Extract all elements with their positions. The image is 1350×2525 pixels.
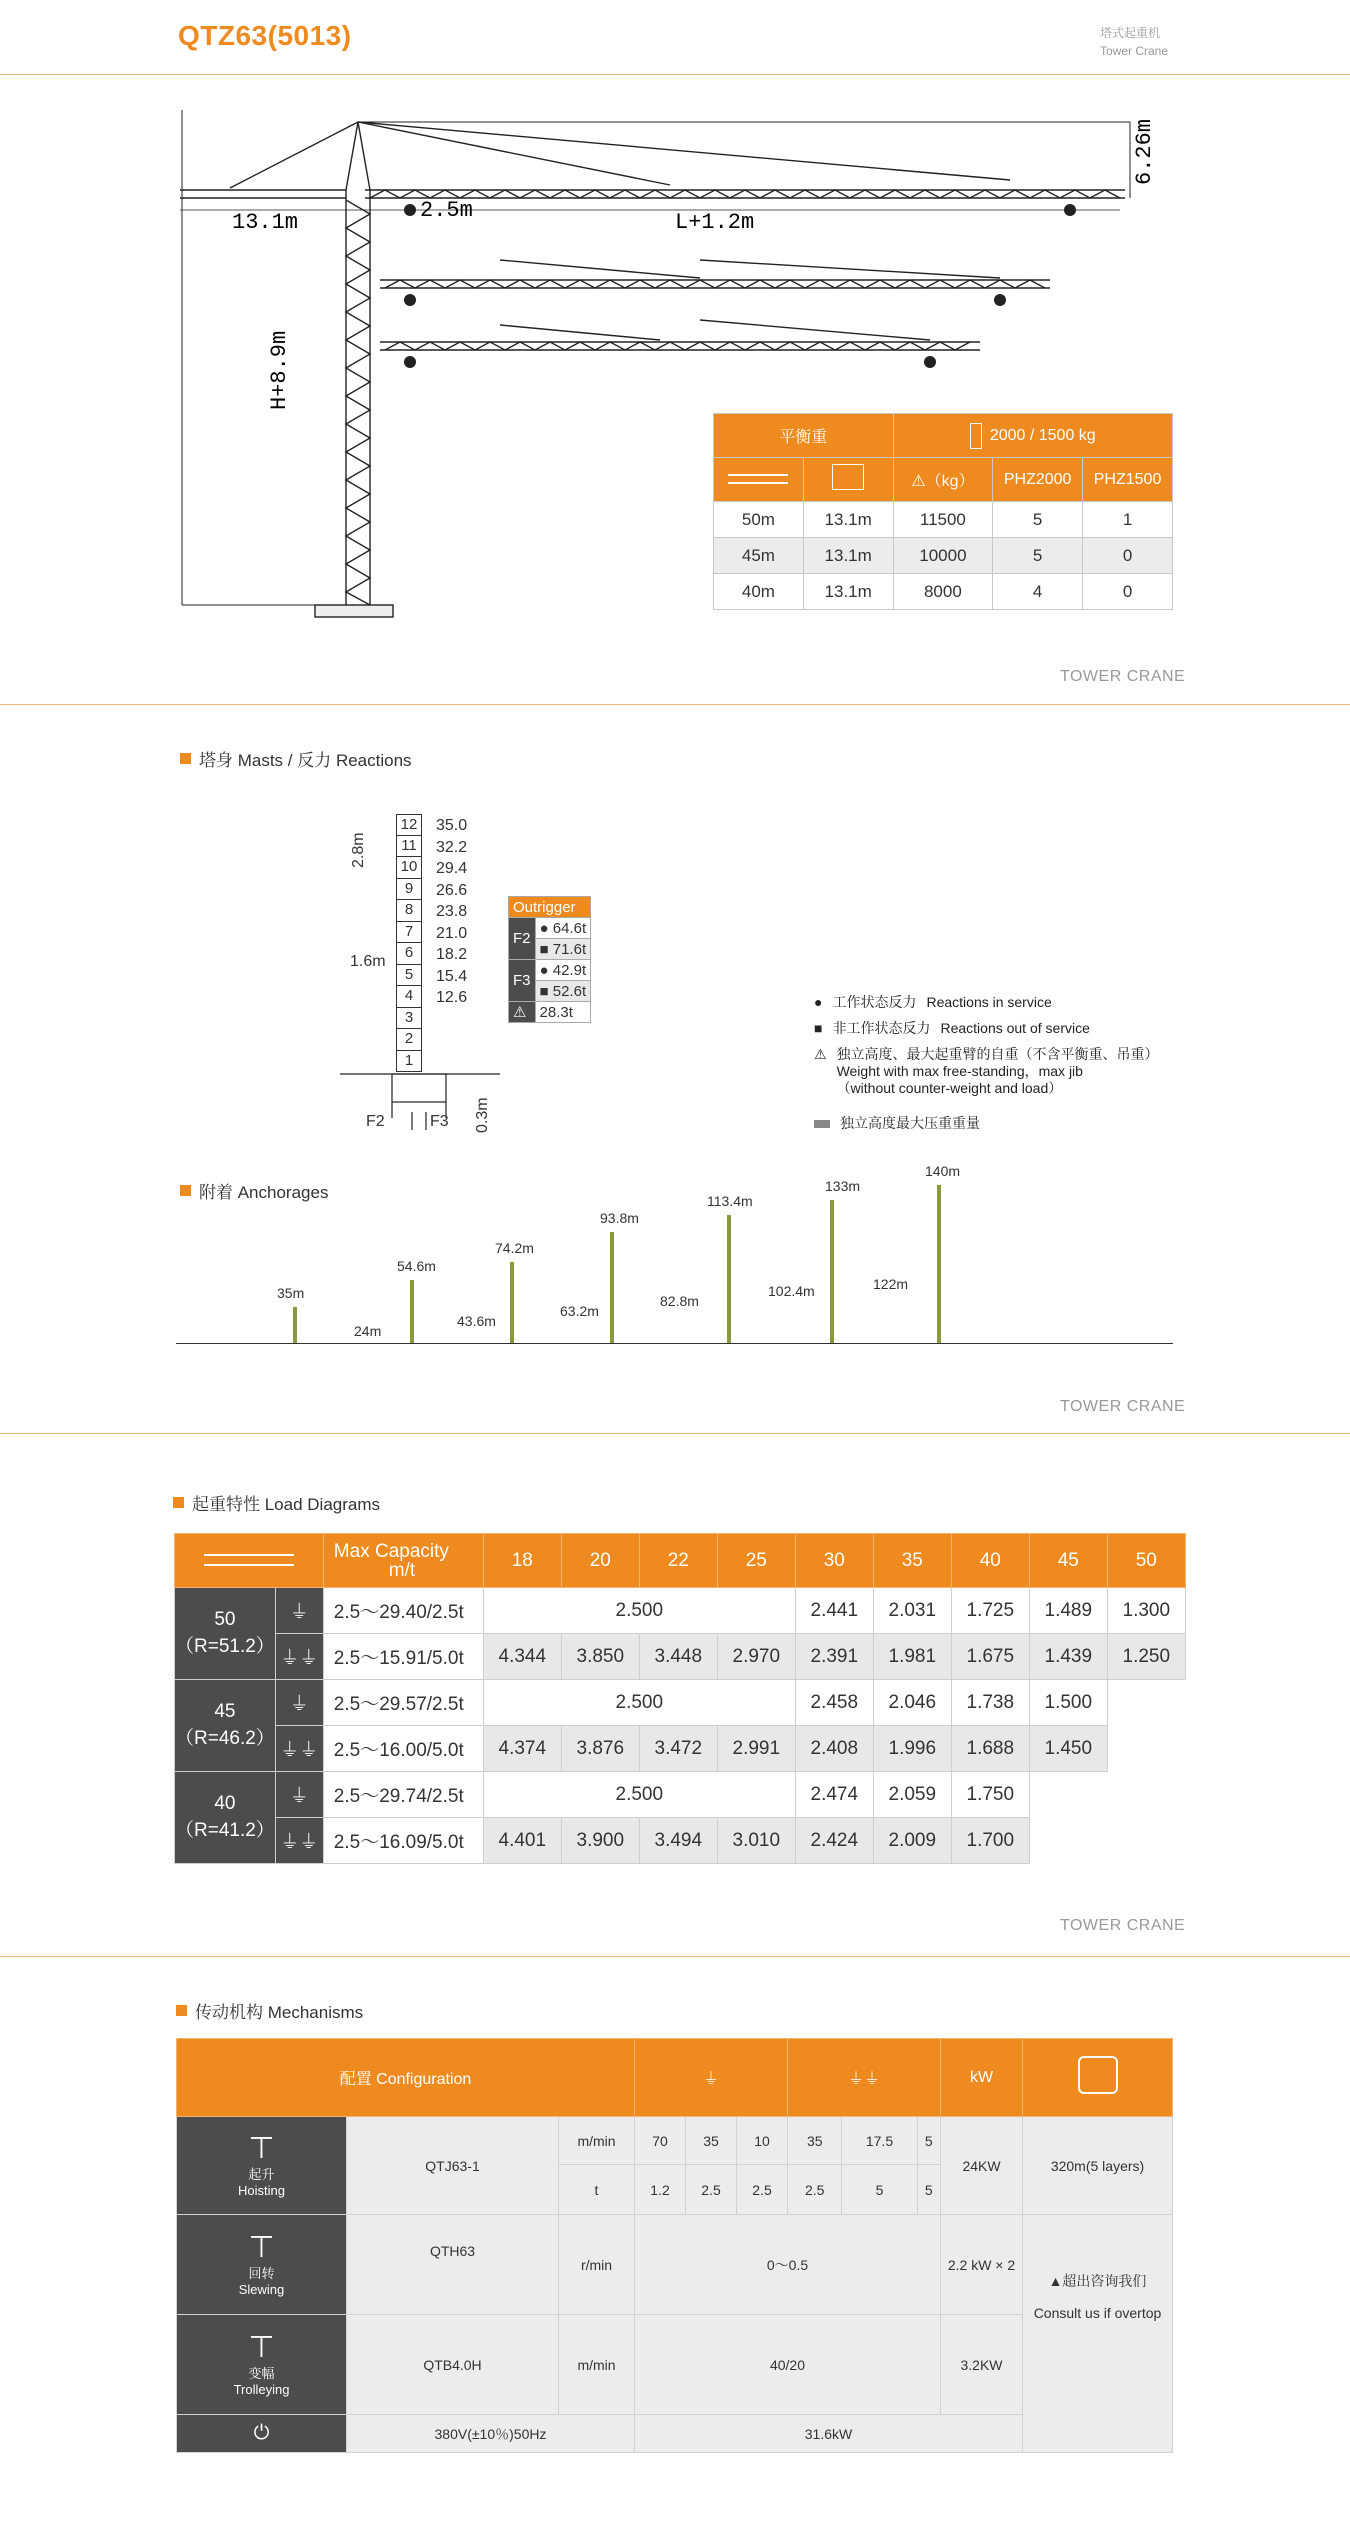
counterweight-cell: 50m bbox=[714, 502, 804, 538]
anchorage-height: 54.6m bbox=[397, 1258, 436, 1274]
counterweight-cell: 5 bbox=[993, 502, 1083, 538]
load-value: 2.441 bbox=[795, 1588, 873, 1634]
radius-header: 45 bbox=[1029, 1534, 1107, 1588]
hoisting-speed-2: 10 bbox=[737, 2117, 788, 2165]
hoisting-label: ⊤ 起升 Hoisting bbox=[177, 2117, 347, 2215]
hoisting-speed-5: 5 bbox=[917, 2117, 940, 2165]
counter-jib-icon bbox=[832, 464, 864, 490]
load-range: 2.5～15.91/5.0t bbox=[323, 1634, 483, 1680]
hoisting-load-2: 2.5 bbox=[737, 2165, 788, 2215]
counterweight-cell: 1 bbox=[1083, 502, 1173, 538]
mast-heights bbox=[436, 815, 467, 1009]
trolleying-unit: m/min bbox=[559, 2315, 635, 2415]
jib-length-dim: L+1.2m bbox=[675, 210, 755, 235]
anchorages-section-title: 附着 Anchorages bbox=[180, 1178, 328, 1203]
legend-in-service: ● 工作状态反力 Reactions in service bbox=[814, 994, 1052, 1010]
brand-footer-2: TOWER CRANE bbox=[1060, 1398, 1186, 1415]
load-row bbox=[175, 1726, 1186, 1772]
jib-icon bbox=[204, 1554, 294, 1566]
counterweight-cell: 13.1m bbox=[803, 538, 893, 574]
radius-header: 25 bbox=[717, 1534, 795, 1588]
anchorage-height: 113.4m bbox=[707, 1193, 753, 1209]
load-value: 2.408 bbox=[795, 1726, 873, 1772]
anchorage-gap: 102.4m bbox=[768, 1283, 815, 1299]
anchorage-height: 140m bbox=[925, 1163, 961, 1179]
trolleying-model: QTB4.0H bbox=[347, 2315, 559, 2415]
anchorage-gap: 43.6m bbox=[457, 1313, 496, 1329]
slewing-unit: r/min bbox=[559, 2215, 635, 2315]
f3-label: F3 bbox=[430, 1113, 449, 1130]
dim-1-6: 1.6m bbox=[350, 953, 386, 970]
load-value: 2.970 bbox=[717, 1634, 795, 1680]
page-title: QTZ63(5013) bbox=[178, 20, 352, 51]
anchorage-height: 93.8m bbox=[600, 1210, 639, 1226]
trolleying-kw: 3.2KW bbox=[941, 2315, 1023, 2415]
load-value: 1.738 bbox=[951, 1680, 1029, 1726]
single-hook-header bbox=[635, 2039, 788, 2117]
counter-jib-dim: 13.1m bbox=[232, 210, 299, 235]
double-hook-icon: ⏚⏚ bbox=[275, 1634, 323, 1680]
hoisting-load-unit: t bbox=[559, 2165, 635, 2215]
single-hook-icon: ⏚ bbox=[275, 1772, 323, 1818]
brand-footer-3: TOWER CRANE bbox=[1060, 1917, 1186, 1934]
mast-section: 5 bbox=[396, 965, 422, 987]
jib-icon bbox=[728, 474, 788, 484]
offset-dim: 2.5m bbox=[420, 198, 473, 223]
mechanisms-section-title: 传动机构 Mechanisms bbox=[176, 1998, 363, 2023]
radius-header: 35 bbox=[873, 1534, 951, 1588]
slewing-label: ⊤ 回转 Slewing bbox=[177, 2215, 347, 2315]
jib-radius: （R=41.2） bbox=[175, 1820, 275, 1841]
radius-header: 30 bbox=[795, 1534, 873, 1588]
mast-section: 6 bbox=[396, 943, 422, 965]
anchorage-gap: 122m bbox=[873, 1276, 909, 1292]
mast-section: 8 bbox=[396, 900, 422, 922]
load-value: 1.439 bbox=[1029, 1634, 1107, 1680]
reactions-legend bbox=[814, 994, 1234, 1132]
phz2000-header: PHZ2000 bbox=[993, 458, 1083, 502]
load-value: 4.401 bbox=[483, 1818, 561, 1864]
load-value: 3.876 bbox=[561, 1726, 639, 1772]
counterweight-cell: 8000 bbox=[893, 574, 993, 610]
load-value: 1.300 bbox=[1107, 1588, 1185, 1634]
load-span-value: 2.500 bbox=[483, 1772, 795, 1818]
counterweight-header: 平衡重 bbox=[714, 414, 894, 458]
outrigger-f3-in: ● 42.9t bbox=[535, 960, 591, 981]
outrigger-f2-in: ● 64.6t bbox=[535, 918, 591, 939]
counterweight-cell: 0 bbox=[1083, 538, 1173, 574]
counterweight-row bbox=[714, 574, 1173, 610]
anchorage-gap: 63.2m bbox=[560, 1303, 599, 1319]
hoisting-load-5: 5 bbox=[917, 2165, 940, 2215]
mast-height: 18.2 bbox=[436, 946, 468, 963]
load-value: 3.010 bbox=[717, 1818, 795, 1864]
load-value: 1.450 bbox=[1029, 1726, 1107, 1772]
load-value: 3.448 bbox=[639, 1634, 717, 1680]
legend-ballast: 独立高度最大压重重量 bbox=[814, 1115, 1234, 1132]
load-value: 1.489 bbox=[1029, 1588, 1107, 1634]
section-bullet bbox=[176, 2005, 187, 2016]
square-icon: ■ bbox=[814, 1020, 823, 1036]
jib-length: 50 bbox=[214, 1609, 236, 1630]
double-hook-icon: ⏚⏚ bbox=[848, 2071, 881, 2088]
load-value: 1.675 bbox=[951, 1634, 1029, 1680]
slewing-kw: 2.2 kW × 2 bbox=[941, 2215, 1023, 2315]
mast-height: 15.4 bbox=[436, 967, 468, 985]
counterweight-cell: 4 bbox=[993, 574, 1083, 610]
mast-section: 1 bbox=[396, 1051, 422, 1073]
mast-height: 23.8 bbox=[436, 903, 468, 920]
radius-header: 40 bbox=[951, 1534, 1029, 1588]
counterweight-cell: 45m bbox=[714, 538, 804, 574]
mast-section: 11 bbox=[396, 836, 422, 858]
counter-jib-icon-header bbox=[803, 458, 893, 502]
mast-section: 10 bbox=[396, 857, 422, 879]
mast-section: 2 bbox=[396, 1029, 422, 1051]
counterweight-cell: 5 bbox=[993, 538, 1083, 574]
jib-radius: （R=51.2） bbox=[175, 1636, 275, 1657]
blocks-header: 2000 / 1500 kg bbox=[893, 414, 1172, 458]
radius-header: 22 bbox=[639, 1534, 717, 1588]
single-hook-icon: ⏚ bbox=[275, 1680, 323, 1726]
mast-height: 21.0 bbox=[436, 924, 468, 942]
load-span-value: 2.500 bbox=[483, 1588, 795, 1634]
anchorage-mast bbox=[830, 1200, 834, 1343]
overtop-note: ▲超出咨询我们 Consult us if overtop bbox=[1023, 2215, 1173, 2453]
anchorage-height: 133m bbox=[825, 1178, 861, 1194]
anchorage-mast bbox=[293, 1307, 297, 1343]
jib-icon-header bbox=[714, 458, 804, 502]
trolleying-icon: ⊤ bbox=[248, 2330, 275, 2364]
jib-length-cell bbox=[175, 1680, 276, 1772]
single-hook-icon: ⏚ bbox=[275, 1588, 323, 1634]
load-value: 4.374 bbox=[483, 1726, 561, 1772]
load-value: 2.424 bbox=[795, 1818, 873, 1864]
plug-icon: ⏻ bbox=[253, 2422, 270, 2444]
load-section-title: 起重特性 Load Diagrams bbox=[173, 1490, 380, 1515]
kg-header: ⚠（kg） bbox=[893, 458, 993, 502]
drum-icon bbox=[1078, 2056, 1118, 2094]
anchorage-mast bbox=[727, 1215, 731, 1343]
jib-radius: （R=46.2） bbox=[175, 1728, 275, 1749]
hoisting-load-4: 5 bbox=[842, 2165, 917, 2215]
legend-weight: ⚠ 独立高度、最大起重臂的自重（不含平衡重、吊重） Weight with max free-standing，max jib （without counter-weight and load） bbox=[814, 1046, 1159, 1096]
load-value: 3.494 bbox=[639, 1818, 717, 1864]
trolleying-label: ⊤ 变幅 Trolleying bbox=[177, 2315, 347, 2415]
height-dim: H+8.9m bbox=[267, 330, 292, 410]
counterweight-cell: 13.1m bbox=[803, 502, 893, 538]
load-row bbox=[175, 1818, 1186, 1864]
load-range: 2.5～29.74/2.5t bbox=[323, 1772, 483, 1818]
counterweight-cell: 11500 bbox=[893, 502, 993, 538]
counterweight-row bbox=[714, 502, 1173, 538]
load-row bbox=[175, 1634, 1186, 1680]
mast-section: 4 bbox=[396, 986, 422, 1008]
kw-header: kW bbox=[941, 2039, 1023, 2117]
anchorage-mast bbox=[937, 1185, 941, 1343]
load-value: 1.996 bbox=[873, 1726, 951, 1772]
section-bullet bbox=[173, 1497, 184, 1508]
section-bullet bbox=[180, 753, 191, 764]
brand-footer-1: TOWER CRANE bbox=[1060, 668, 1186, 685]
load-value: 2.458 bbox=[795, 1680, 873, 1726]
load-value: 2.031 bbox=[873, 1588, 951, 1634]
mechanisms-table bbox=[176, 2038, 1173, 2453]
counterweight-table bbox=[713, 413, 1173, 610]
max-capacity-header: Max Capacity m/t bbox=[323, 1534, 483, 1588]
section-bullet bbox=[180, 1185, 191, 1196]
mast-height: 29.4 bbox=[436, 860, 468, 877]
counterweight-cell: 40m bbox=[714, 574, 804, 610]
hoisting-speed-1: 35 bbox=[686, 2117, 737, 2165]
load-value: 1.750 bbox=[951, 1772, 1029, 1818]
slewing-speed: 0～0.5 bbox=[635, 2215, 941, 2315]
block-icon bbox=[970, 423, 982, 449]
hook-icon: ⏚ bbox=[703, 2071, 720, 2088]
weight-icon: ⚠ bbox=[911, 473, 926, 490]
load-range: 2.5～16.09/5.0t bbox=[323, 1818, 483, 1864]
counterweight-cell: 0 bbox=[1083, 574, 1173, 610]
load-value: 1.725 bbox=[951, 1588, 1029, 1634]
header-divider bbox=[0, 74, 1350, 75]
legend-out-service: ■ 非工作状态反力 Reactions out of service bbox=[814, 1020, 1090, 1036]
top-height-dim: 6.26m bbox=[1132, 118, 1157, 185]
weight-icon: ⚠ bbox=[509, 1002, 536, 1023]
anchorage-gap: 82.8m bbox=[660, 1293, 699, 1309]
power-total: 31.6kW bbox=[635, 2415, 1023, 2453]
mast-section: 3 bbox=[396, 1008, 422, 1030]
load-range: 2.5～29.40/2.5t bbox=[323, 1588, 483, 1634]
jib-length-cell bbox=[175, 1588, 276, 1680]
load-range: 2.5～29.57/2.5t bbox=[323, 1680, 483, 1726]
power-supply: 380V(±10％)50Hz bbox=[347, 2415, 635, 2453]
load-value: 2.059 bbox=[873, 1772, 951, 1818]
load-value: 3.900 bbox=[561, 1818, 639, 1864]
config-header: 配置 Configuration bbox=[177, 2039, 635, 2117]
counterweight-rows bbox=[714, 502, 1173, 610]
anchorage-gap: 24m bbox=[354, 1323, 382, 1339]
dim-2-8: 2.8m bbox=[350, 832, 367, 868]
load-header-icon bbox=[175, 1534, 324, 1588]
load-value: 1.700 bbox=[951, 1818, 1029, 1864]
type-cn: 塔式起重机 bbox=[1100, 26, 1161, 40]
radius-header: 18 bbox=[483, 1534, 561, 1588]
double-hook-header bbox=[788, 2039, 941, 2117]
load-row bbox=[175, 1588, 1186, 1634]
counterweight-cell: 13.1m bbox=[803, 574, 893, 610]
hoisting-model: QTJ63-1 bbox=[347, 2117, 559, 2215]
load-value: 2.046 bbox=[873, 1680, 951, 1726]
load-row bbox=[175, 1772, 1186, 1818]
hoisting-load-3: 2.5 bbox=[788, 2165, 842, 2215]
hoisting-speed-0: 70 bbox=[635, 2117, 686, 2165]
power-label bbox=[177, 2415, 347, 2453]
mast-base-drawing bbox=[330, 1070, 510, 1140]
load-table bbox=[174, 1533, 1186, 1864]
section-divider-3 bbox=[0, 1956, 1350, 1957]
mast-height: 26.6 bbox=[436, 881, 468, 899]
dot-icon: ● bbox=[814, 994, 823, 1010]
load-value: 1.981 bbox=[873, 1634, 951, 1680]
mast-section: 9 bbox=[396, 879, 422, 901]
mast-section: 12 bbox=[396, 814, 422, 836]
hoisting-load-0: 1.2 bbox=[635, 2165, 686, 2215]
load-range: 2.5～16.00/5.0t bbox=[323, 1726, 483, 1772]
load-span-value: 2.500 bbox=[483, 1680, 795, 1726]
anchorage-height: 74.2m bbox=[495, 1240, 534, 1256]
outrigger-f2: F2 bbox=[509, 918, 536, 960]
hoisting-speed-4: 17.5 bbox=[842, 2117, 917, 2165]
mast-height: 32.2 bbox=[436, 838, 468, 856]
load-value: 4.344 bbox=[483, 1634, 561, 1680]
type-en: Tower Crane bbox=[1100, 44, 1169, 58]
trolleying-speed: 40/20 bbox=[635, 2315, 941, 2415]
masts-section-title: 塔身 Masts / 反力 Reactions bbox=[180, 746, 412, 771]
counterweight-row bbox=[714, 538, 1173, 574]
hoisting-speed-3: 35 bbox=[788, 2117, 842, 2165]
jib-length: 45 bbox=[214, 1701, 236, 1722]
outrigger-title: Outrigger bbox=[509, 897, 591, 918]
counterweight-cell: 10000 bbox=[893, 538, 993, 574]
anchorage-height: 35m bbox=[277, 1285, 305, 1301]
anchorage-mast bbox=[610, 1232, 614, 1343]
load-value: 1.688 bbox=[951, 1726, 1029, 1772]
load-value: 2.991 bbox=[717, 1726, 795, 1772]
outrigger-table bbox=[508, 896, 591, 1023]
load-value: 2.009 bbox=[873, 1818, 951, 1864]
hoisting-rope: 320m(5 layers) bbox=[1023, 2117, 1173, 2215]
mast-section: 7 bbox=[396, 922, 422, 944]
outrigger-f3: F3 bbox=[509, 960, 536, 1002]
mast-height: 12.6 bbox=[436, 989, 468, 1006]
mast-stack bbox=[396, 814, 422, 1072]
load-row bbox=[175, 1680, 1186, 1726]
radius-header: 50 bbox=[1107, 1534, 1185, 1588]
slewing-icon: ⊤ bbox=[248, 2230, 275, 2264]
ballast-icon bbox=[814, 1120, 830, 1128]
hoisting-icon: ⊤ bbox=[248, 2131, 275, 2165]
dim-0-3: 0.3m bbox=[474, 1097, 491, 1133]
outrigger-weight: 28.3t bbox=[535, 1002, 591, 1023]
load-value: 3.472 bbox=[639, 1726, 717, 1772]
f2-label: F2 bbox=[366, 1113, 385, 1130]
outrigger-f2-out: ■ 71.6t bbox=[535, 939, 591, 960]
section-divider-2 bbox=[0, 1433, 1350, 1434]
phz1500-header: PHZ1500 bbox=[1083, 458, 1173, 502]
hoisting-kw: 24KW bbox=[941, 2117, 1023, 2215]
load-value: 3.850 bbox=[561, 1634, 639, 1680]
slewing-model: QTH63 bbox=[347, 2215, 559, 2315]
anchorage-mast bbox=[410, 1280, 414, 1343]
hoisting-load-1: 2.5 bbox=[686, 2165, 737, 2215]
load-value: 1.500 bbox=[1029, 1680, 1107, 1726]
hoisting-speed-unit: m/min bbox=[559, 2117, 635, 2165]
section-divider-1 bbox=[0, 704, 1350, 705]
anchorage-mast bbox=[510, 1262, 514, 1343]
mast-height: 35.0 bbox=[436, 817, 468, 834]
jib-length: 40 bbox=[214, 1793, 236, 1814]
radius-header: 20 bbox=[561, 1534, 639, 1588]
jib-length-cell bbox=[175, 1772, 276, 1864]
drum-header bbox=[1023, 2039, 1173, 2117]
double-hook-icon: ⏚⏚ bbox=[275, 1818, 323, 1864]
outrigger-f3-out: ■ 52.6t bbox=[535, 981, 591, 1002]
load-value: 2.391 bbox=[795, 1634, 873, 1680]
page-subtitle bbox=[1100, 24, 1168, 60]
double-hook-icon: ⏚⏚ bbox=[275, 1726, 323, 1772]
anchorage-ground bbox=[176, 1343, 1173, 1344]
load-value: 2.474 bbox=[795, 1772, 873, 1818]
load-value: 1.250 bbox=[1107, 1634, 1185, 1680]
weight-icon: ⚠ bbox=[814, 1046, 827, 1062]
